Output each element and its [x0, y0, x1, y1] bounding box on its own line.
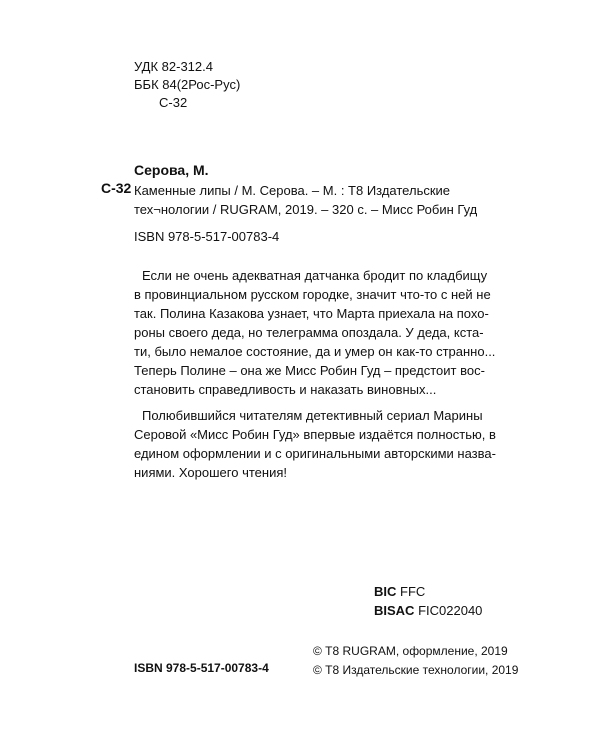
bic-line	[374, 582, 482, 601]
isbn-top: ISBN 978-5-517-00783-4	[134, 229, 280, 244]
annotation-line: ниями. Хорошего чтения!	[134, 465, 287, 480]
side-author-code: С-32	[101, 180, 132, 196]
annotation-line: Теперь Полине – она же Мисс Робин Гуд – предстоит вос-	[134, 363, 485, 378]
annotation-line: Серовой «Мисс Робин Гуд» впервые издаётся полностью, в	[134, 427, 496, 442]
description-line: тех¬нологии / RUGRAM, 2019. – 320 с. – Мисс Робин Гуд	[134, 202, 478, 217]
bibliographic-codes	[134, 58, 240, 112]
annotation	[134, 266, 496, 489]
bisac-value: FIC022040	[418, 603, 483, 618]
copyright-line: © Т8 RUGRAM, оформление, 2019	[313, 644, 508, 658]
bisac-label: BISAC	[374, 603, 415, 618]
bibliographic-description	[134, 181, 478, 219]
annotation-paragraph	[134, 406, 496, 482]
bic-label: BIC	[374, 584, 397, 599]
udk-code: УДК 82-312.4	[134, 59, 213, 74]
annotation-line: роны своего деда, но телеграмма опоздала. У деда, кста-	[134, 325, 484, 340]
isbn-bottom: ISBN 978-5-517-00783-4	[134, 661, 269, 675]
copyright-block	[313, 642, 518, 680]
description-line: Каменные липы / М. Серова. – М. : Т8 Издательские	[134, 183, 451, 198]
annotation-line: Полюбившийся читателям детективный сериал Марины	[142, 408, 483, 423]
annotation-line: ти, было немалое состояние, да и умер он как-то странно...	[134, 344, 496, 359]
classification-codes	[374, 582, 482, 620]
annotation-line: так. Полина Казакова узнает, что Марта приехала на похо-	[134, 306, 489, 321]
annotation-paragraph	[134, 266, 496, 399]
annotation-line: едином оформлении и с оригинальными авторскими назва-	[134, 446, 496, 461]
author-sign-code: С-32	[159, 95, 188, 110]
annotation-line: в провинциальном русском городке, значит что-то с ней не	[134, 287, 491, 302]
bisac-line	[374, 601, 482, 620]
bbk-code: ББК 84(2Рос-Рус)	[134, 77, 241, 92]
bic-value: FFC	[400, 584, 426, 599]
copyright-line: © Т8 Издательские технологии, 2019	[313, 663, 519, 677]
annotation-line: Если не очень адекватная датчанка бродит по кладбищу	[142, 268, 488, 283]
author-heading: Серова, М.	[134, 162, 209, 178]
annotation-line: становить справедливость и наказать виновных...	[134, 382, 437, 397]
